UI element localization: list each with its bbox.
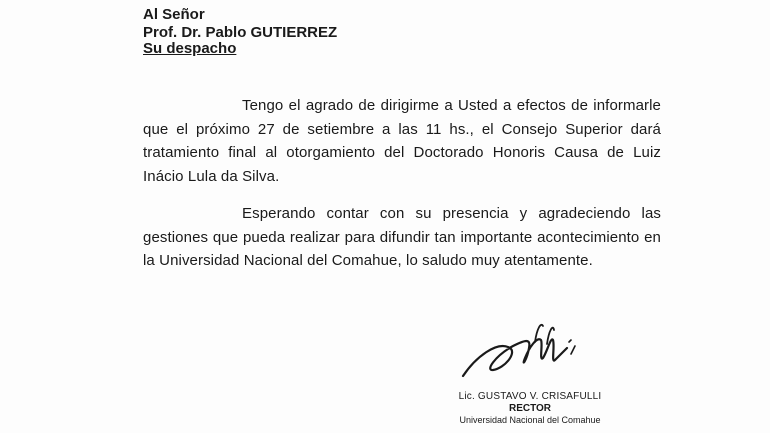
signature-block — [455, 391, 605, 426]
signatory-name: Lic. GUSTAVO V. CRISAFULLI — [458, 391, 602, 402]
addressee-salutation: Al Señor — [143, 6, 205, 23]
addressee-office: Su despacho — [143, 40, 237, 57]
body-paragraph-2: Esperando contar con su presencia y agradeciendo las gestiones que pueda realizar para difundir tan importante acontecimiento en la Universidad Nacional del Comahue, lo saludo muy atentamente. — [143, 205, 661, 270]
addressee-name: Prof. Dr. Pablo GUTIERREZ — [143, 24, 338, 41]
signatory-institution: Universidad Nacional del Comahue — [459, 415, 601, 425]
signatory-title: RECTOR — [508, 403, 552, 414]
body-paragraph-1: Tengo el agrado de dirigirme a Usted a efectos de informarle que el próximo 27 de setiembre a las 11 hs., el Consejo Superior dará tratamiento final al otorgamiento del Doctorado Honoris Causa de Luiz Inácio Lula da Silva. — [143, 97, 661, 185]
handwritten-signature — [455, 318, 605, 393]
